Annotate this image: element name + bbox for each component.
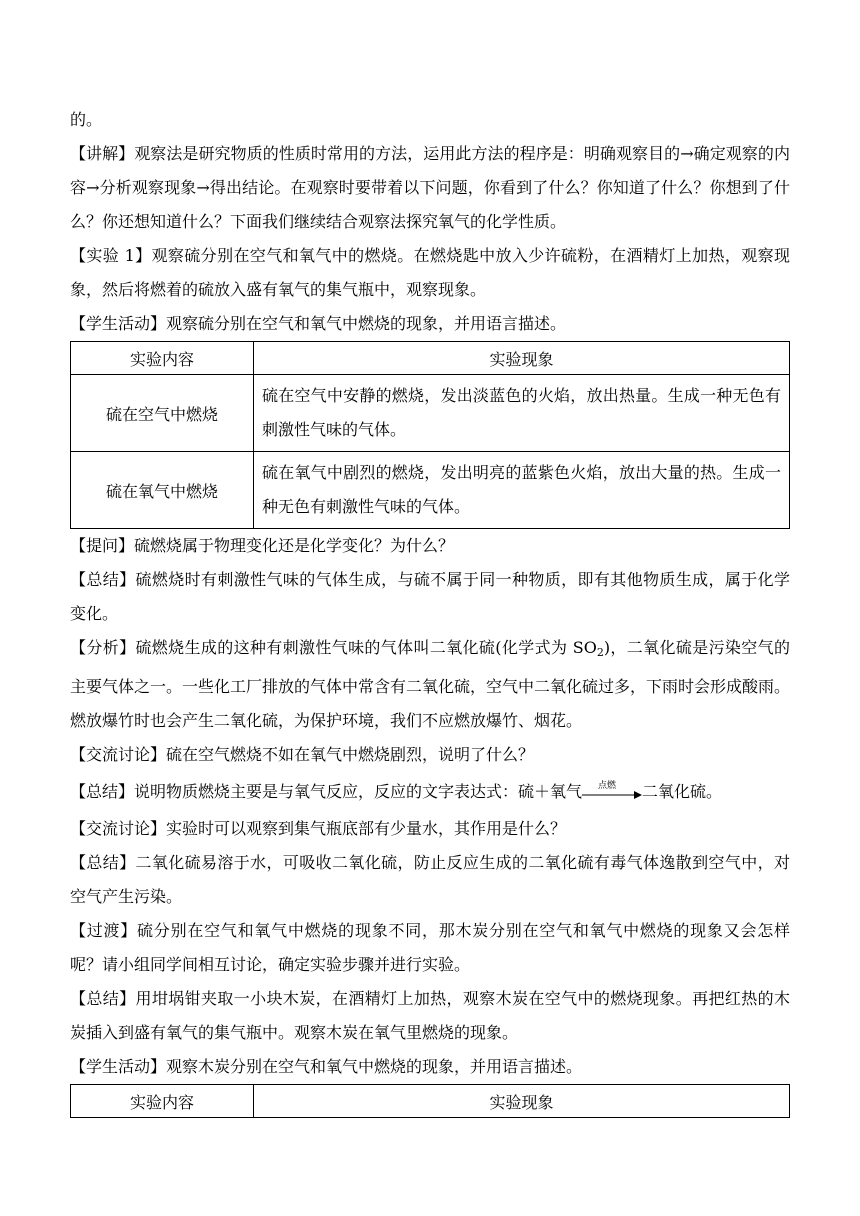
paragraphs-top — [70, 103, 790, 341]
charcoal-observation-table — [70, 1084, 790, 1118]
paragraph-tag: 【交流讨论】 — [70, 745, 167, 764]
paragraph — [70, 103, 790, 137]
table-row — [71, 452, 790, 529]
paragraph — [70, 982, 790, 1050]
table-header-content: 实验内容 — [71, 1085, 254, 1118]
paragraph-text: 观察木炭分别在空气和氧气中燃烧的现象，并用语言描述。 — [166, 1057, 583, 1076]
paragraph-text: 硫燃烧时有刺激性气味的气体生成，与硫不属于同一种物质，即有其他物质生成，属于化学变化。 — [70, 570, 790, 623]
table-header-content: 实验内容 — [71, 342, 254, 375]
paragraph-tag: 【交流讨论】 — [70, 819, 167, 838]
paragraph-text: 观察法是研究物质的性质时常用的方法，运用此方法的程序是：明确观察目的→确定观察的内容→分析观察现象→得出结论。在观察时要带着以下问题，你看到了什么？你知道了什么？你想到了什么？你还想知道什么？下面我们继续结合观察法探究氧气的化学性质。 — [70, 144, 790, 231]
table-cell-content: 硫在空气中燃烧 — [71, 375, 254, 452]
paragraph-text: 二氧化硫。 — [642, 782, 723, 801]
paragraph-text: 的。 — [70, 110, 103, 129]
paragraph — [70, 563, 790, 631]
table-cell-content: 硫在氧气中燃烧 — [71, 452, 254, 529]
paragraph — [70, 812, 790, 846]
paragraph-tag: 【总结】 — [70, 853, 136, 872]
equation-paragraph — [70, 775, 790, 809]
paragraph-tag: 【总结】 — [70, 570, 136, 589]
document-page — [70, 103, 790, 1118]
reaction-condition: 点燃 — [598, 780, 617, 791]
paragraph-tag: 【实验 1】 — [70, 246, 152, 265]
paragraph-text: 硫燃烧生成的这种有刺激性气味的气体叫二氧化硫(化学式为 SO — [135, 638, 597, 657]
paragraphs-mid — [70, 529, 790, 809]
paragraph-tag: 【总结】 — [70, 782, 135, 801]
paragraphs-bottom — [70, 812, 790, 1084]
table-cell-phenomenon: 硫在氧气中剧烈的燃烧，发出明亮的蓝紫色火焰，放出大量的热。生成一种无色有刺激性气味的气体。 — [254, 452, 790, 529]
paragraph-tag: 【学生活动】 — [70, 314, 167, 333]
paragraph-tag: 【总结】 — [70, 989, 136, 1008]
paragraph-tag: 【提问】 — [70, 536, 135, 555]
paragraph — [70, 846, 790, 914]
paragraph-text: 用坩埚钳夹取一小块木炭，在酒精灯上加热，观察木炭在空气中的燃烧现象。再把红热的木炭插入到盛有氧气的集气瓶中。观察木炭在氧气里燃烧的现象。 — [70, 989, 790, 1042]
paragraph-text: 说明物质燃烧主要是与氧气反应，反应的文字表达式：硫＋氧气 — [134, 782, 583, 801]
paragraph — [70, 529, 790, 563]
paragraph-text: )，二氧化硫是污染空气的主要气体之一。一些化工厂排放的气体中常含有二氧化硫，空气中二氧化硫过多，下雨时会形成酸雨。燃放爆竹时也会产生二氧化硫，为保护环境，我们不应燃放爆竹、烟花。 — [70, 638, 791, 730]
so2-subscript: 2 — [596, 646, 604, 659]
table-row — [71, 375, 790, 452]
arrow-icon — [582, 780, 642, 803]
paragraph-tag: 【过渡】 — [70, 921, 138, 940]
paragraph-text: 观察硫分别在空气和氧气中的燃烧。在燃烧匙中放入少许硫粉，在酒精灯上加热，观察现象，然后将燃着的硫放入盛有氧气的集气瓶中，观察现象。 — [70, 246, 790, 299]
sulfur-observation-table — [70, 341, 790, 529]
paragraph — [70, 738, 790, 772]
paragraph-text: 实验时可以观察到集气瓶底部有少量水，其作用是什么？ — [166, 819, 567, 838]
paragraph-text: 二氧化硫易溶于水，可吸收二氧化硫，防止反应生成的二氧化硫有毒气体逸散到空气中，对空气产生污染。 — [70, 853, 790, 906]
table-header-phenomenon: 实验现象 — [254, 1085, 790, 1118]
table-header-row — [71, 342, 790, 375]
table-header-row — [71, 1085, 790, 1118]
table-cell-phenomenon: 硫在空气中安静的燃烧，发出淡蓝色的火焰，放出热量。生成一种无色有刺激性气味的气体。 — [254, 375, 790, 452]
paragraph — [70, 137, 790, 239]
paragraph-text: 硫在空气燃烧不如在氧气中燃烧剧烈，说明了什么？ — [166, 745, 535, 764]
paragraph-text: 硫燃烧属于物理变化还是化学变化？为什么？ — [134, 536, 455, 555]
paragraph-tag: 【讲解】 — [70, 144, 135, 163]
paragraph — [70, 307, 790, 341]
paragraph-text: 观察硫分别在空气和氧气中燃烧的现象，并用语言描述。 — [166, 314, 567, 333]
reaction-arrow — [582, 780, 642, 803]
paragraph-tag: 【学生活动】 — [70, 1057, 167, 1076]
table-header-phenomenon: 实验现象 — [254, 342, 790, 375]
paragraph — [70, 1050, 790, 1084]
paragraph-text: 硫分别在空气和氧气中燃烧的现象不同，那木炭分别在空气和氧气中燃烧的现象又会怎样呢？请小组同学间相互讨论，确定实验步骤并进行实验。 — [70, 921, 790, 974]
paragraph — [70, 239, 790, 307]
analysis-paragraph — [70, 631, 790, 738]
paragraph — [70, 914, 790, 982]
paragraph-tag: 【分析】 — [70, 638, 136, 657]
